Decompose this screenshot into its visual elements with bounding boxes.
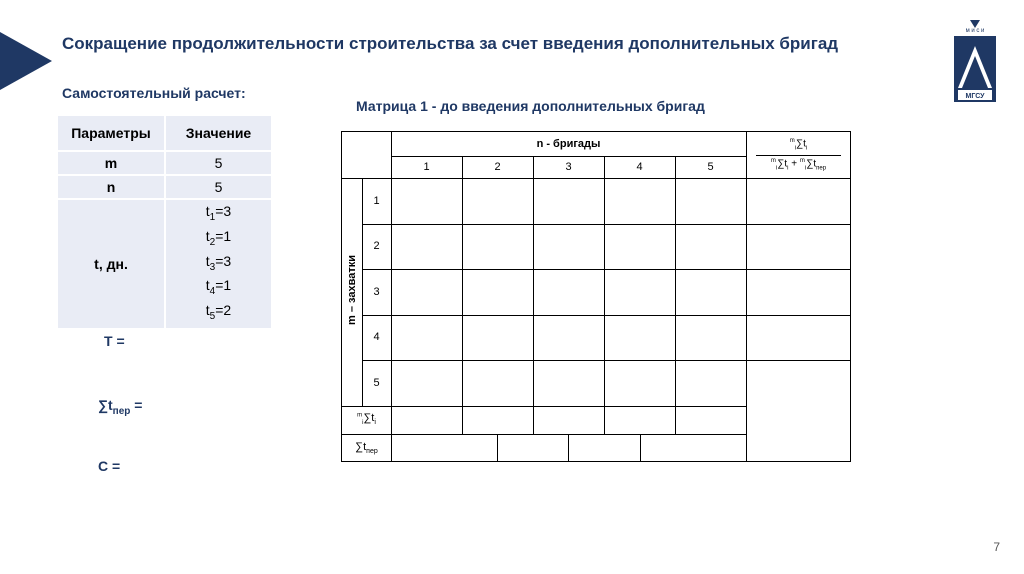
col-number: 5 bbox=[707, 161, 714, 173]
formula-T: T = bbox=[104, 333, 125, 349]
ratio-denominator: $^m_i\sum t_i + ^m_i\sum t_{пер}$ bbox=[770, 158, 827, 172]
row-number: 3 bbox=[373, 286, 380, 298]
col-number: 1 bbox=[423, 161, 430, 173]
page-number: 7 bbox=[993, 540, 1000, 554]
n-brigades-header: n - бригады bbox=[536, 138, 601, 150]
formula-C: C = bbox=[98, 458, 121, 474]
col-number: 2 bbox=[494, 161, 501, 173]
mgsu-logo bbox=[952, 18, 998, 104]
col-number: 4 bbox=[636, 161, 643, 173]
sum-tper-label: $\sum t_{пер}$ bbox=[355, 441, 378, 456]
param-n-label: n bbox=[58, 176, 166, 198]
sum-ti-label: $^m_i\sum t_i$ bbox=[357, 412, 376, 427]
slide-title: Сокращение продолжительности строительства за счет введения дополнительных бригад bbox=[62, 34, 839, 53]
row-number: 5 bbox=[373, 377, 380, 389]
parameters-table bbox=[58, 114, 271, 330]
svg-text:м и с и: м и с и bbox=[965, 28, 985, 34]
row-number: 2 bbox=[373, 240, 380, 252]
matrix-table bbox=[341, 131, 851, 462]
t-value: $t_3=3$ bbox=[205, 252, 232, 273]
t-value: $t_1=3$ bbox=[205, 203, 232, 223]
corner-triangle bbox=[0, 32, 52, 90]
t-value: $t_2=1$ bbox=[205, 227, 232, 248]
header-value: Значение bbox=[166, 116, 271, 150]
section-subtitle: Самостоятельный расчет: bbox=[62, 85, 246, 101]
logo-text: МГСУ bbox=[965, 93, 985, 100]
matrix-title: Матрица 1 - до введения дополнительных бригад bbox=[356, 98, 705, 114]
param-t-label: t, дн. bbox=[58, 200, 166, 328]
formula-sum-tper: $\sum t_{пер}$ = bbox=[98, 397, 143, 417]
param-m-value: 5 bbox=[166, 152, 271, 174]
t-value: $t_4=1$ bbox=[205, 277, 232, 298]
param-t-values bbox=[166, 200, 271, 328]
t-value: $t_5=2$ bbox=[205, 302, 232, 322]
header-parameters: Параметры bbox=[58, 116, 166, 150]
param-m-label: m bbox=[58, 152, 166, 174]
m-sections-header: m – захватки bbox=[346, 255, 358, 325]
col-number: 3 bbox=[565, 161, 572, 173]
param-n-value: 5 bbox=[166, 176, 271, 198]
row-number: 1 bbox=[373, 195, 380, 207]
row-number: 4 bbox=[373, 331, 380, 343]
ratio-numerator: $^m_i\sum t_i$ bbox=[789, 138, 808, 152]
